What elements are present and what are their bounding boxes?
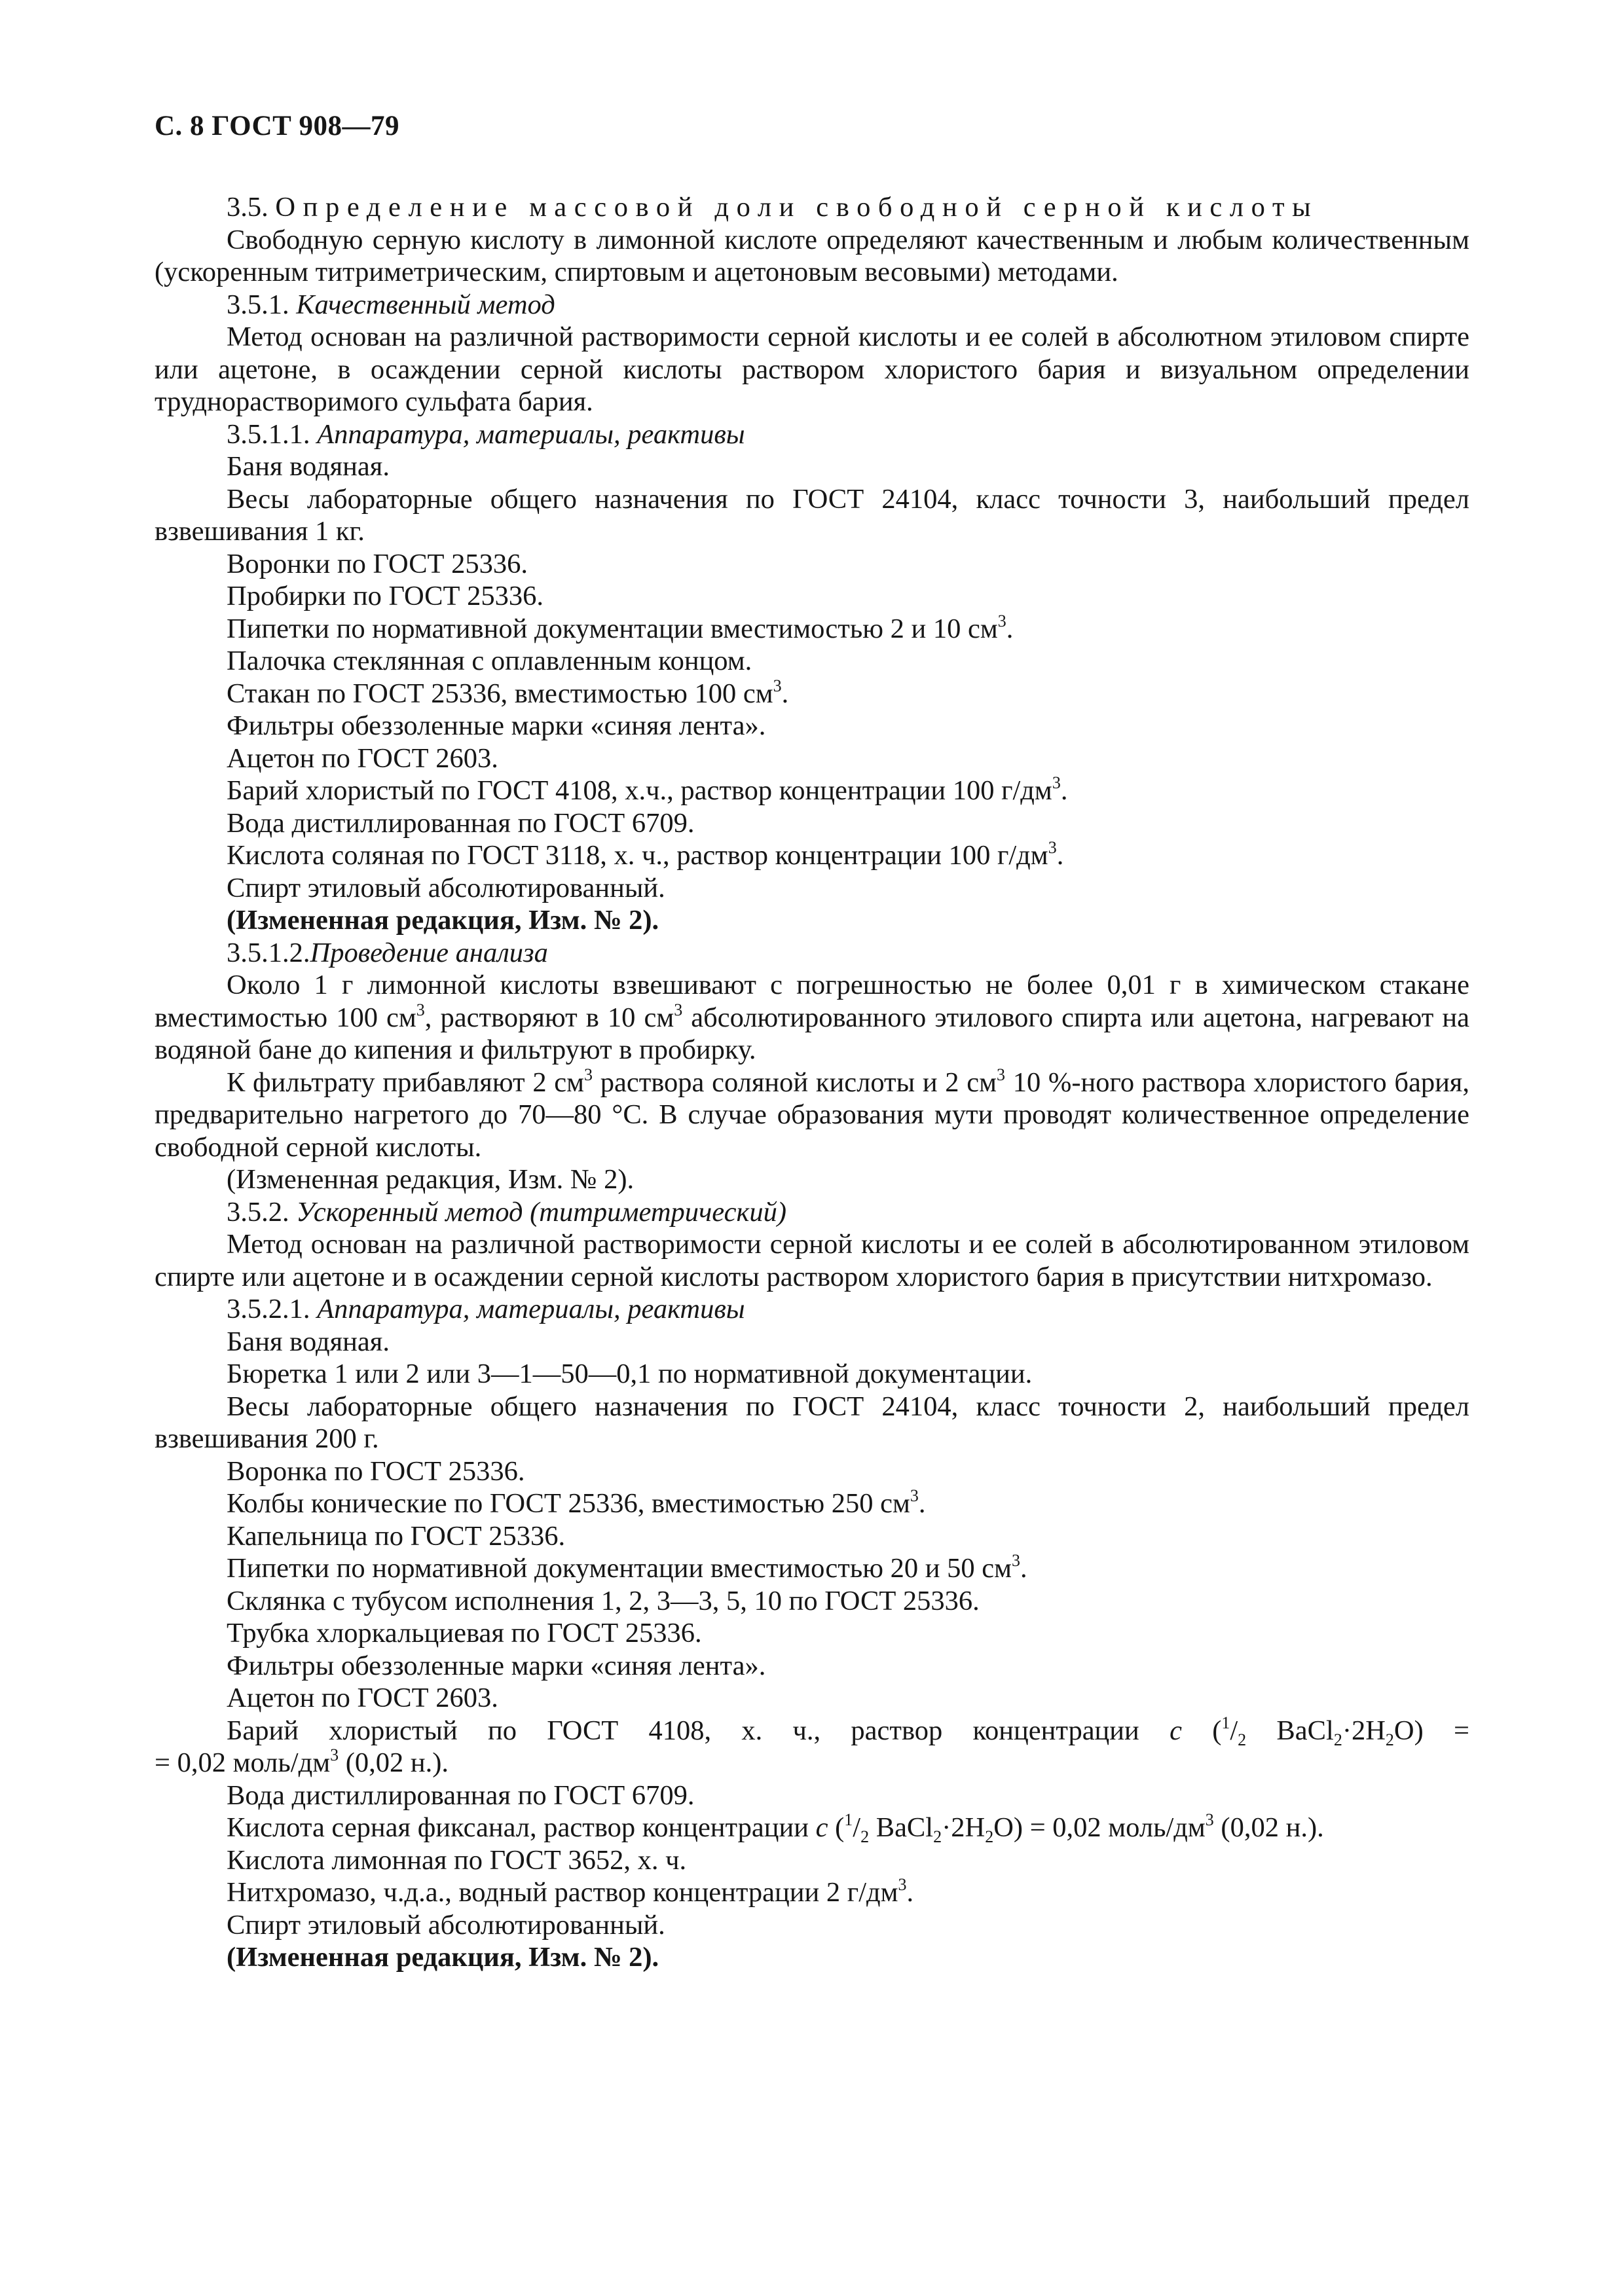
amendment-note: (Измененная редакция, Изм. № 2). bbox=[227, 1942, 659, 1973]
section-heading-3-5-2 bbox=[155, 1196, 1469, 1229]
list-item: Пробирки по ГОСТ 25336. bbox=[227, 581, 544, 611]
list-item: Пипетки по нормативной документации вместимостью 2 и 10 $см^3$. bbox=[227, 611, 1014, 644]
list-item: Фильтры обеззоленные марки «синяя лента». bbox=[227, 710, 766, 741]
list-item: Фильтры обеззоленные марки «синяя лента». bbox=[227, 1650, 766, 1681]
list-item: Стакан по ГОСТ 25336, вместимостью 100 $см^3$. bbox=[227, 676, 789, 709]
list-item: Весы лабораторные общего назначения по ГОСТ 24104, класс точности 3, наибольший предел взвешивания 1 кг. bbox=[155, 483, 1469, 547]
section-title: Аппаратура, материалы, реактивы bbox=[317, 418, 745, 450]
list-item: Кислота серная фиксанал, раствор концентрации с ($^1/_2$ $BaCl_2\cdot 2H_2O) = 0,02$ моль/$дм^3$ (0,02 н.). bbox=[227, 1810, 1324, 1846]
list-item: Палочка стеклянная с оплавленным концом. bbox=[227, 646, 752, 676]
list-item: Бюретка 1 или 2 или 3—1—50—0,1 по нормативной документации. bbox=[227, 1358, 1033, 1389]
list-item-continuation: = 0,02 моль/$дм^3$ (0,02 н.). bbox=[155, 1745, 449, 1778]
section-title: Ускоренный метод (титриметрический) bbox=[296, 1196, 786, 1228]
section-heading-3-5 bbox=[155, 191, 1469, 224]
list-item: Склянка с тубусом исполнения 1, 2, 3—3, 5, 10 по ГОСТ 25336. bbox=[227, 1585, 980, 1616]
section-heading-3-5-1 bbox=[155, 289, 1469, 321]
list-item: Ацетон по ГОСТ 2603. bbox=[227, 742, 498, 774]
list-item: Спирт этиловый абсолютированный. bbox=[227, 1909, 665, 1941]
section-heading-3-5-1-2 bbox=[155, 937, 1469, 970]
section-title: Аппаратура, материалы, реактивы bbox=[317, 1294, 745, 1324]
section-title: Проведение анализа bbox=[310, 937, 548, 968]
section-number: 3.5.1. bbox=[227, 289, 289, 320]
list-item: Воронки по ГОСТ 25336. bbox=[227, 548, 528, 579]
paragraph: Свободную серную кислоту в лимонной кислоте определяют качественным и любым количественным (ускоренным титриметрическим, спиртовым и ацетоновым весовыми) методами. bbox=[155, 224, 1469, 287]
section-number: 3.5.1.2. bbox=[227, 937, 310, 968]
list-item: Вода дистиллированная по ГОСТ 6709. bbox=[227, 807, 695, 839]
paragraph: Метод основан на различной растворимости серной кислоты и ее солей в абсолютированном этиловом спирте или ацетоне и в осаждении серной кислоты раствором хлористого бария в присутствии нитхромазо. bbox=[155, 1229, 1469, 1292]
paragraph: Около 1 г лимонной кислоты взвешивают с погрешностью не более 0,01 г в химическом стакане вместимостью 100 $см^3$, растворяют в 10 $см^3$ абсолютированного этилового спирта или ацетона, нагревают на водяной бане до кипения и фильтруют в пробирку. bbox=[155, 970, 1469, 1065]
section-heading-3-5-2-1 bbox=[155, 1293, 1469, 1326]
section-number: 3.5. bbox=[227, 192, 268, 223]
section-number: 3.5.2. bbox=[227, 1196, 289, 1228]
list-item: Воронка по ГОСТ 25336. bbox=[227, 1455, 525, 1487]
section-title: Качественный метод bbox=[296, 289, 555, 320]
section-title: Определение массовой доли свободной серной кислоты bbox=[275, 192, 1319, 223]
list-item: Кислота лимонная по ГОСТ 3652, х. ч. bbox=[227, 1844, 687, 1876]
list-item: Капельница по ГОСТ 25336. bbox=[227, 1520, 566, 1552]
list-item: Весы лабораторные общего назначения по ГОСТ 24104, класс точности 2, наибольший предел взвешивания 200 г. bbox=[155, 1391, 1469, 1454]
section-heading-3-5-1-1 bbox=[155, 418, 1469, 451]
amendment-note: (Измененная редакция, Изм. № 2). bbox=[227, 1164, 635, 1195]
paragraph: Метод основан на различной растворимости серной кислоты и ее солей в абсолютном этиловом спирте или ацетоне, в осаждении серной кислоты раствором хлористого бария и визуальном определении труднорастворимого сульфата бария. bbox=[155, 321, 1469, 417]
list-item: Вода дистиллированная по ГОСТ 6709. bbox=[227, 1779, 695, 1811]
list-item: Кислота соляная по ГОСТ 3118, х. ч., раствор концентрации 100 $г/дм^3$. bbox=[227, 838, 1064, 871]
list-item: Спирт этиловый абсолютированный. bbox=[227, 872, 665, 903]
list-item: Барий хлористый по ГОСТ 4108, х.ч., раствор концентрации 100 $г/дм^3$. bbox=[227, 773, 1068, 806]
list-item: Ацетон по ГОСТ 2603. bbox=[227, 1683, 498, 1713]
paragraph: К фильтрату прибавляют 2 $см^3$ раствора соляной кислоты и 2 $см^3$ 10 %-ного раствора хлористого бария, предварительно нагретого до 70—80 °С. В случае образования мути проводят количественное определение свободной серной кислоты. bbox=[155, 1065, 1469, 1163]
list-item: Колбы конические по ГОСТ 25336, вместимостью 250 $см^3$. bbox=[227, 1486, 926, 1519]
list-item: Барий хлористый по ГОСТ 4108, х. ч., раствор концентрации с ($^1/_2$ $BaCl_2\cdot 2H_2O$) = bbox=[227, 1713, 1470, 1749]
section-number: 3.5.2.1. bbox=[227, 1294, 310, 1324]
list-item: Баня водяная. bbox=[227, 451, 390, 482]
list-item: Баня водяная. bbox=[227, 1326, 390, 1357]
list-item: Пипетки по нормативной документации вместимостью 20 и 50 $см^3$. bbox=[227, 1551, 1027, 1584]
amendment-note: (Измененная редакция, Изм. № 2). bbox=[227, 905, 659, 936]
document-body bbox=[155, 191, 1469, 1974]
list-item: Нитхромазо, ч.д.а., водный раствор концентрации 2 $г/дм^3$. bbox=[227, 1875, 914, 1908]
section-number: 3.5.1.1. bbox=[227, 418, 310, 450]
page-header: С. 8 ГОСТ 908—79 bbox=[155, 111, 400, 141]
list-item: Трубка хлоркальциевая по ГОСТ 25336. bbox=[227, 1618, 702, 1649]
